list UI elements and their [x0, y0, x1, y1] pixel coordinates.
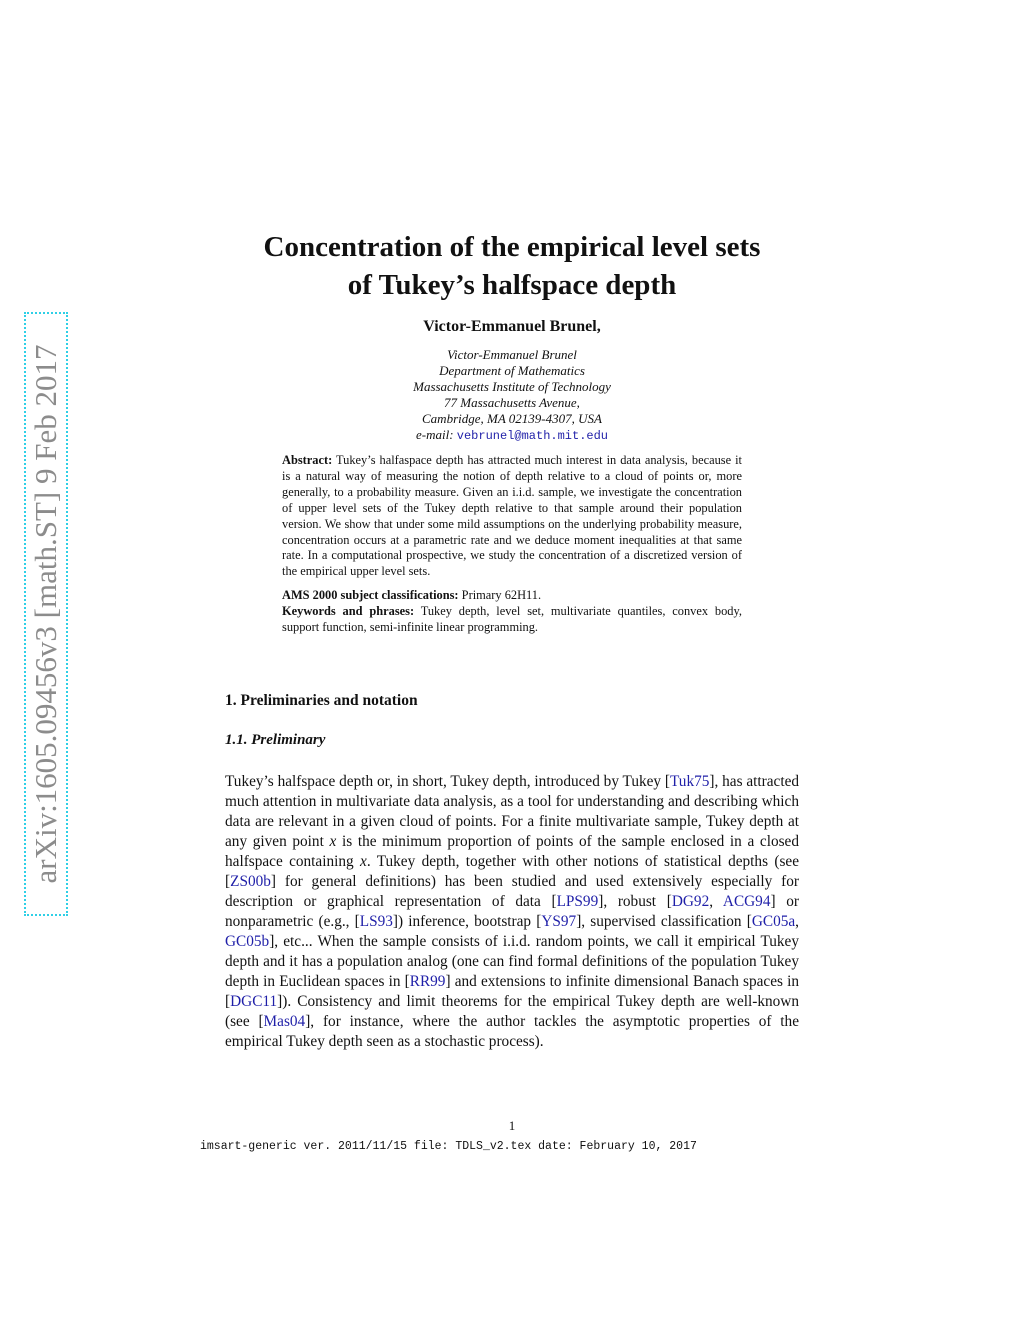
- body-text: ]) inference, bootstrap [: [392, 913, 542, 930]
- citation-link[interactable]: LPS99: [556, 893, 599, 910]
- citation-link[interactable]: LS93: [359, 913, 393, 930]
- body-text: is the minimum proportion of points of the sample enclosed in a closed halfspace containing: [225, 833, 799, 870]
- citation-link[interactable]: RR99: [409, 973, 446, 990]
- body-text: Tukey’s halfspace depth or, in short, Tukey depth, introduced by Tukey [: [225, 773, 670, 790]
- affiliation-name: Victor-Emmanuel Brunel: [447, 347, 577, 362]
- citation-link[interactable]: ZS00b: [230, 873, 271, 890]
- author-name: Victor-Emmanuel Brunel,: [423, 318, 601, 335]
- email-link[interactable]: vebrunel@math.mit.edu: [456, 429, 609, 443]
- body-text: ], etc... When the sample consists of i.i.d. random points, we call it empirical Tukey depth and it has a population analog (one can find formal definitions of the population Tukey depth in Euclidean spaces in [: [225, 933, 799, 990]
- title-line-2: of Tukey’s halfspace depth: [347, 269, 677, 301]
- citation-link[interactable]: DGC11: [230, 993, 278, 1010]
- citation-link[interactable]: Mas04: [263, 1013, 306, 1030]
- paper-title: [200, 228, 824, 304]
- page-number: 1: [508, 1118, 516, 1133]
- body-text: ,: [795, 913, 799, 930]
- citation-link[interactable]: YS97: [541, 913, 577, 930]
- section-heading: 1. Preliminaries and notation: [225, 692, 418, 709]
- math-variable: x: [360, 853, 367, 870]
- ams-classification: [282, 588, 742, 604]
- page-footer: imsart-generic ver. 2011/11/15 file: TDLS_v2.tex date: February 10, 2017: [200, 1140, 697, 1153]
- body-paragraph: [225, 772, 799, 1052]
- body-text: ], for instance, where the author tackles the asymptotic properties of the empirical Tukey depth seen as a stochastic process).: [225, 1013, 799, 1050]
- affiliation-institute: Massachusetts Institute of Technology: [413, 379, 611, 394]
- citation-link[interactable]: GC05a: [751, 913, 796, 930]
- abstract-label: Abstract:: [282, 453, 333, 467]
- math-variable: x: [329, 833, 337, 850]
- affiliation-block: [200, 347, 824, 444]
- citation-link[interactable]: GC05b: [225, 933, 270, 950]
- abstract-paragraph: [282, 453, 742, 580]
- arxiv-identifier: arXiv:1605.09456v3 [math.ST] 9 Feb 2017: [28, 344, 63, 884]
- body-text: ]). Consistency and limit theorems for the empirical Tukey depth are well-known (see [: [225, 993, 799, 1030]
- abstract-text: Tukey’s halfaspace depth has attracted much interest in data analysis, because it is a natural way of measuring the notion of depth relative to a cloud of points or, more generally, to a probability measure. Given an i.i.d. sample, we investigate the concentration of upper level sets of the Tukey depth relative to that sample around their population version. We show that under some mild assumptions on the underlying probability measure, concentration occurs at a parametric rate and we deduce moment inequalities at that same rate. In a computational prospective, we study the concentration of a discretized version of the empirical upper level sets.: [282, 453, 742, 579]
- body-text: ] or nonparametric (e.g., [: [225, 893, 799, 930]
- title-line-1: Concentration of the empirical level sets: [263, 231, 761, 263]
- citation-link[interactable]: ACG94: [722, 893, 771, 910]
- ams-label: AMS 2000 subject classifications:: [282, 588, 459, 603]
- subsection-heading: 1.1. Preliminary: [225, 732, 326, 748]
- body-text: ] for general definitions) has been studied and used extensively especially for description or graphical representation of data [: [225, 873, 799, 910]
- affiliation-street: 77 Massachusetts Avenue,: [444, 395, 580, 410]
- body-text: ], has attracted much attention in multivariate data analysis, as a tool for understanding and describing which data are relevant in a given cloud of points. For a finite multivariate sample, Tukey depth at any given point: [225, 773, 800, 850]
- affiliation-city: Cambridge, MA 02139-4307, USA: [422, 411, 602, 426]
- citation-link[interactable]: DG92: [671, 893, 710, 910]
- body-text: ], supervised classification [: [576, 913, 752, 930]
- body-text: ] and extensions to infinite dimensional Banach spaces in [: [225, 973, 800, 1010]
- affiliation-department: Department of Mathematics: [439, 363, 585, 378]
- keywords: [282, 604, 742, 636]
- body-text: ], robust [: [598, 893, 672, 910]
- email-label: e-mail:: [415, 427, 454, 442]
- affiliation-email-line: [200, 427, 824, 444]
- keywords-value: Tukey depth, level set, multivariate quantiles, convex body, support function, semi-infinite linear programming.: [282, 604, 742, 635]
- ams-value: Primary 62H11.: [461, 588, 542, 603]
- keywords-label: Keywords and phrases:: [282, 604, 415, 619]
- abstract-block: [282, 453, 742, 636]
- body-text: ,: [709, 893, 723, 910]
- citation-link[interactable]: Tuk75: [669, 773, 710, 790]
- body-text: . Tukey depth, together with other notions of statistical depths (see [: [225, 853, 799, 890]
